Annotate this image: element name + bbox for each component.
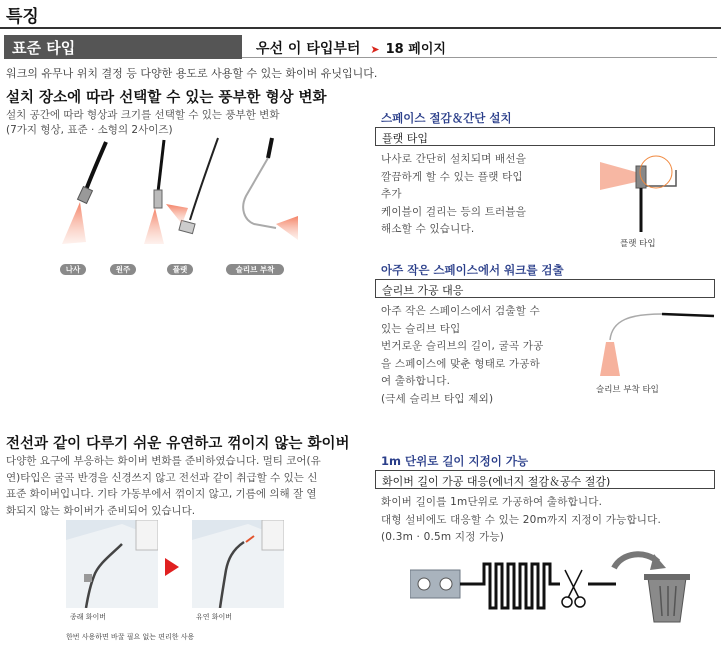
priority-note xyxy=(256,38,446,58)
sleeve-desc-line: (극세 슬리브 타입 제외) xyxy=(381,392,494,405)
flex-desc-line: 표준 화이버입니다. 기타 가동부에서 꺾이지 않고, 기름에 의해 잘 열 xyxy=(6,488,317,500)
priority-label: 우선 이 타입부터 xyxy=(256,41,361,57)
flat-desc xyxy=(381,151,526,239)
length-desc-line: 대형 설비에도 대응할 수 있는 20m까지 지정이 가능합니다. xyxy=(381,513,662,526)
page-title: 특징 xyxy=(6,7,39,27)
flex-desc xyxy=(6,453,321,519)
length-heading: 1m 단위로 길이 지정이 가능 xyxy=(381,454,529,468)
flex-note: 한번 사용하면 바꿀 필요 없는 편리한 사용 xyxy=(66,633,195,641)
flex-desc-line: 다양한 요구에 부응하는 화이버 변화를 준비하였습니다. 멀티 코어(유 xyxy=(6,455,321,467)
flat-desc-line: 나사로 간단히 설치되며 배선을 xyxy=(381,153,527,165)
section-banner: 표준 타입 xyxy=(4,35,242,59)
shape-heading: 설치 장소에 따라 선택할 수 있는 풍부한 형상 변화 xyxy=(6,90,327,106)
flat-heading: 스페이스 절감＆간단 설치 xyxy=(381,111,512,125)
sleeve-desc-line: 여 출하합니다. xyxy=(381,375,451,387)
fiber-length-illustration xyxy=(410,548,692,624)
pill-cylinder: 원주 xyxy=(110,264,136,275)
page-reference[interactable]: 18 페이지 xyxy=(385,42,446,57)
flex-desc-line: 연)타입은 굴곡 반경을 신경쓰지 않고 전선과 같이 취급할 수 있는 신 xyxy=(6,471,318,484)
shape-desc-1: 설치 공간에 따라 형상과 크기를 선택할 수 있는 풍부한 변화 xyxy=(6,109,280,121)
pill-sleeve: 슬리브 부착 xyxy=(226,264,284,275)
conventional-fiber-illustration xyxy=(66,520,158,608)
sleeve-type-illustration xyxy=(590,306,716,380)
flat-desc-line: 깔끔하게 할 수 있는 플랫 타입 xyxy=(381,170,523,183)
sleeve-desc xyxy=(381,303,544,408)
length-desc-line: (0.3m · 0.5m 지정 가능) xyxy=(381,531,505,543)
conventional-caption: 종래 화이버 xyxy=(70,613,107,621)
fiber-head-illustration xyxy=(40,136,300,258)
arrow-right-icon xyxy=(165,558,179,576)
arrow-icon: ➤ xyxy=(370,43,380,56)
shape-desc-2: (7가지 형상, 표준 · 소형의 2사이즈) xyxy=(6,124,173,136)
flexible-caption: 유연 화이버 xyxy=(196,613,233,621)
flat-desc-line: 해소할 수 있습니다. xyxy=(381,223,475,235)
sleeve-desc-line: 번거로운 슬리브의 길이, 굴곡 가공 xyxy=(381,340,544,352)
flat-desc-line: 케이블이 걸리는 등의 트러블을 xyxy=(381,205,527,218)
length-box: 화이버 길이 가공 대응(에너지 절감＆공수 절감) xyxy=(375,470,715,489)
sleeve-desc-line: 아주 작은 스페이스에서 검출할 수 xyxy=(381,305,540,317)
pill-flat: 플랫 xyxy=(167,264,193,275)
sleeve-caption: 슬리브 부착 타입 xyxy=(596,385,659,395)
flexible-fiber-illustration xyxy=(192,520,284,608)
sleeve-heading: 아주 작은 스페이스에서 워크를 검출 xyxy=(381,263,564,277)
flex-desc-line: 화되지 않는 화이버가 준비되어 있습니다. xyxy=(6,504,196,517)
length-desc-line: 화이버 길이를 1m단위로 가공하여 출하합니다. xyxy=(381,496,603,508)
flat-caption: 플랫 타입 xyxy=(620,239,656,249)
flat-desc-line: 추가 xyxy=(381,188,402,200)
flat-type-illustration xyxy=(592,152,696,236)
intro-text: 워크의 유무나 위치 결정 등 다양한 용도로 사용할 수 있는 화이버 유닛입니다. xyxy=(6,67,378,80)
pill-screw: 나사 xyxy=(60,264,86,275)
flex-heading: 전선과 같이 다루기 쉬운 유연하고 꺾이지 않는 화이버 xyxy=(6,436,350,452)
sleeve-box: 슬리브 가공 대응 xyxy=(375,279,715,298)
length-desc xyxy=(381,494,661,547)
sleeve-desc-line: 을 스페이스에 맞춘 형태로 가공하 xyxy=(381,357,540,370)
flat-type-box: 플랫 타입 xyxy=(375,127,715,146)
sleeve-desc-line: 있는 슬리브 타입 xyxy=(381,322,461,335)
title-rule xyxy=(0,27,721,29)
